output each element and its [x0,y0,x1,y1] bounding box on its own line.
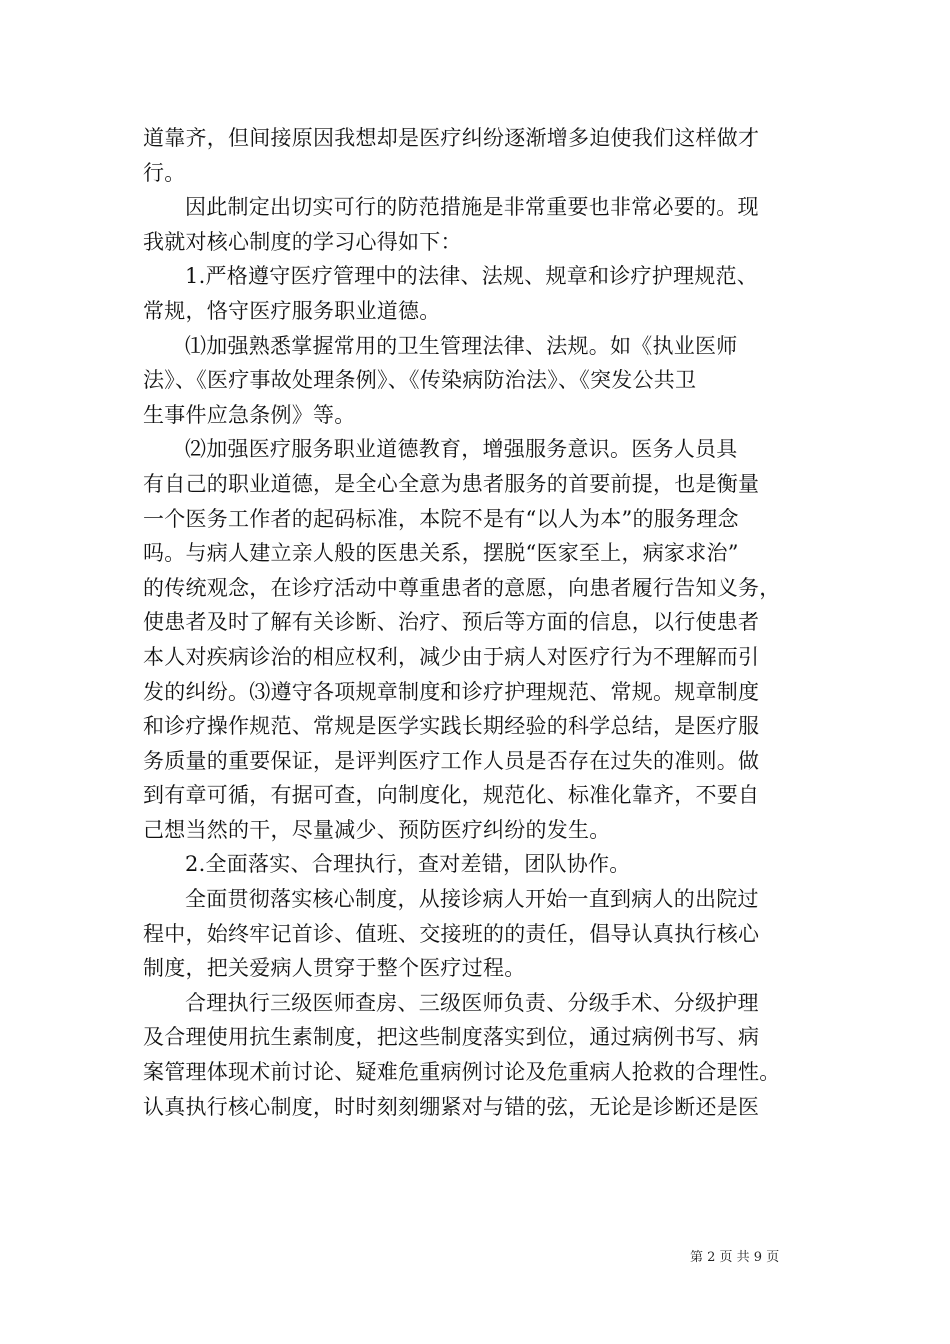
text-line: 道靠齐，但间接原因我想却是医疗纠纷逐渐增多迫使我们这样做才 [143,126,760,150]
text-line: 1.严格遵守医疗管理中的法律、法规、规章和诊疗护理规范、 [185,264,759,289]
text-line: 一个医务工作者的起码标准，本院不是有“以人为本”的服务理念 [143,506,739,531]
text-line: 务质量的重要保证，是评判医疗工作人员是否存在过失的准则。做 [143,748,760,773]
text-line: 合理执行三级医师查房、三级医师负责、分级手术、分级护理 [185,990,759,1015]
text-line: 到有章可循，有据可查，向制度化，规范化、标准化靠齐，不要自 [143,783,760,808]
text-line: 生事件应急条例》等。 [143,402,356,427]
text-line: 及合理使用抗生素制度，把这些制度落实到位，通过病例书写、病 [143,1025,760,1050]
document-body [143,121,813,1124]
text-line: 制度，把关爱病人贯穿于整个医疗过程。 [143,956,526,981]
text-line: 全面贯彻落实核心制度，从接诊病人开始一直到病人的出院过 [185,887,759,912]
text-line: ⑵加强医疗服务职业道德教育，增强服务意识。医务人员具 [185,437,738,462]
text-line: 发的纠纷。⑶遵守各项规章制度和诊疗护理规范、常规。规章制度 [143,679,760,704]
text-line: 认真执行核心制度，时时刻刻绷紧对与错的弦，无论是诊断还是医 [143,1094,760,1119]
text-line: 因此制定出切实可行的防范措施是非常重要也非常必要的。现 [185,195,759,220]
text-line: 使患者及时了解有关诊断、治疗、预后等方面的信息，以行使患者 [143,610,760,635]
text-line: 本人对疾病诊治的相应权利，减少由于病人对医疗行为不理解而引 [143,644,760,669]
page-number-footer: 第 2 页 共 9 页 [690,1250,780,1265]
text-line: 吗。与病人建立亲人般的医患关系，摆脱“医家至上，病家求治” [143,541,739,566]
text-line: 2.全面落实、合理执行，查对差错，团队协作。 [185,852,631,877]
text-line: 常规，恪守医疗服务职业道德。 [143,298,441,323]
text-line: 行。 [143,160,186,185]
text-line: 法》、《医疗事故处理条例》、《传染病防治法》、《突发公共卫 [143,368,697,393]
text-line: 和诊疗操作规范、常规是医学实践长期经验的科学总结，是医疗服 [143,714,760,739]
text-line: 我就对核心制度的学习心得如下： [143,229,462,254]
text-line: 的传统观念，在诊疗活动中尊重患者的意愿，向患者履行告知义务， [143,575,781,600]
text-line: 己想当然的干，尽量减少、预防医疗纠纷的发生。 [143,817,611,842]
text-line: ⑴加强熟悉掌握常用的卫生管理法律、法规。如《执业医师 [185,333,738,358]
text-line: 程中，始终牢记首诊、值班、交接班的的责任，倡导认真执行核心 [143,921,760,946]
text-line: 有自己的职业道德，是全心全意为患者服务的首要前提，也是衡量 [143,471,760,496]
text-line: 案管理体现术前讨论、疑难危重病例讨论及危重病人抢救的合理性。 [143,1060,781,1085]
